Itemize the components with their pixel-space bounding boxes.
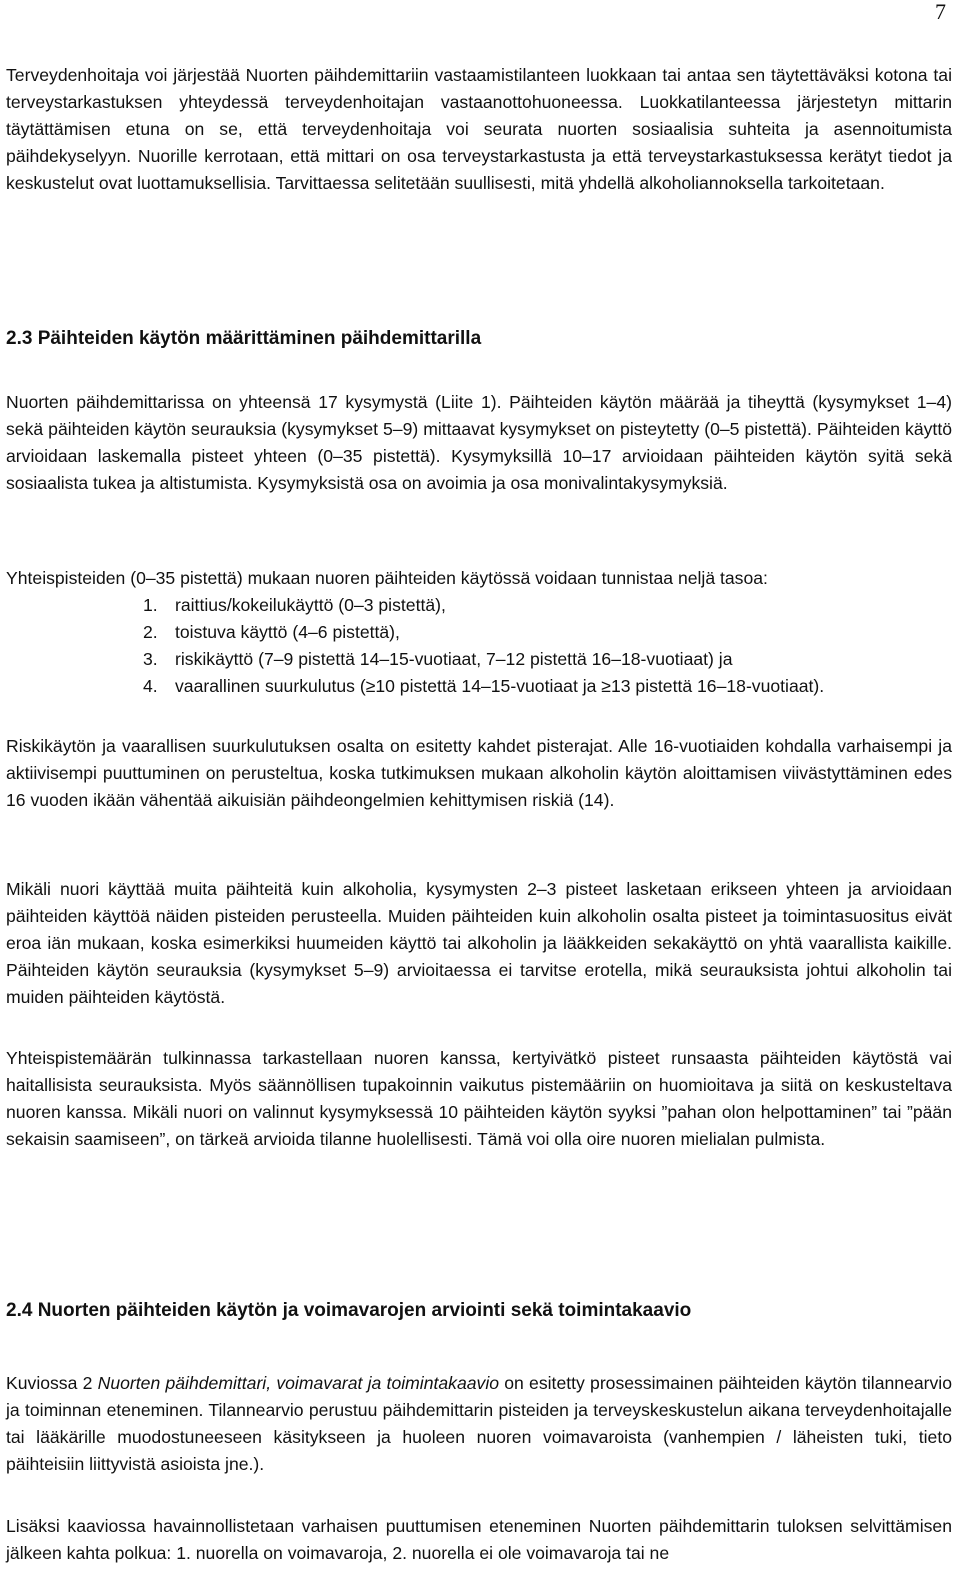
paragraph-interpretation [6, 1045, 952, 1153]
list-text: raittius/kokeilukäyttö (0–3 pistettä), [175, 595, 446, 615]
list-text: vaarallinen suurkulutus (≥10 pistettä 14–15-vuotiaat ja ≥13 pistettä 16–18-vuotiaat). [175, 676, 825, 696]
text-run: on esitetty prosessimainen päihteiden käytön tilannearvio ja toiminnan eteneminen. Tilannearvio perustuu päihdemittarin pisteiden ja terveyskeskustelun aikana terveydenhoitajalle tai lääkärille muodostuneeseen käsitykseen ja huoleen nuoren voimavaroista (vanhempien / läheisten tuki, tieto päihteisiin liittyvistä asioista jne.). [6, 1373, 952, 1474]
figure-title-italic: Nuorten päihdemittari, voimavarat ja toimintakaavio [97, 1373, 500, 1393]
levels-list [6, 592, 952, 700]
list-text: toistuva käyttö (4–6 pistettä), [175, 622, 400, 642]
page-number: 7 [935, 0, 946, 24]
list-number: 3. [143, 649, 158, 669]
paragraph-text: Yhteispistemäärän tulkinnassa tarkastellaan nuoren kanssa, kertyivätkö pisteet runsaasta päihteiden käytöstä vai haitallisista seurauksista. Myös säännöllisen tupakoinnin vaikutus pistemääriin on huomioitava ja siitä on keskusteltava nuoren kanssa. Mikäli nuori on valinnut kysymyksessä 10 päihteiden käytön syyksi ”pahan olon helpottaminen” tai ”pään sekaisin saamiseen”, on tärkeä arvioida tilanne huolellisesti. Tämä voi olla oire nuoren mielialan pulmista. [6, 1048, 952, 1149]
list-item [6, 673, 952, 700]
paragraph-text: Lisäksi kaaviossa havainnollistetaan varhaisen puuttumisen eteneminen Nuorten päihdemittarin tuloksen selvittämisen jälkeen kahta polkua: 1. nuorella on voimavaroja, 2. nuorella ei ole voimavaroja tai ne [6, 1516, 952, 1563]
list-item [6, 592, 952, 619]
paragraph-figure-2 [6, 1370, 952, 1478]
paragraph-other-substances [6, 876, 952, 1011]
paragraph-text [6, 1370, 952, 1478]
paragraph-questions [6, 389, 952, 497]
paragraph-administration [6, 62, 952, 197]
section-heading-2-4: 2.4 Nuorten päihteiden käytön ja voimavarojen arviointi sekä toimintakaavio [6, 1300, 692, 1321]
section-heading-2-3: 2.3 Päihteiden käytön määrittäminen päihdemittarilla [6, 328, 482, 349]
paragraph-text: Nuorten päihdemittarissa on yhteensä 17 kysymystä (Liite 1). Päihteiden käytön määrää ja tiheyttä (kysymykset 1–4) sekä päihteiden käytön seurauksia (kysymykset 5–9) mittaavat kysymykset on pisteytetty (0–5 pistettä). Päihteiden käyttö arvioidaan laskemalla pisteet yhteen (0–35 pistettä). Kysymyksillä 10–17 arvioidaan päihteiden käytön syitä sekä sosiaalista tukea ja altistumista. Kysymyksistä osa on avoimia ja osa monivalintakysymyksiä. [6, 392, 952, 493]
paragraph-text: Yhteispisteiden (0–35 pistettä) mukaan nuoren päihteiden käytössä voidaan tunnistaa neljä tasoa: [6, 568, 768, 588]
paragraph-text: Riskikäytön ja vaarallisen suurkulutuksen osalta on esitetty kahdet pisterajat. Alle 16-vuotiaiden kohdalla varhaisempi ja aktiivisempi puuttuminen on perusteltua, koska tutkimuksen mukaan alkoholin käytön aloittamisen viivästyttäminen edes 16 vuoden ikään vähentää aikuisiän päihdeongelmien kehittymisen riskiä (14). [6, 736, 952, 810]
list-item [6, 619, 952, 646]
list-number: 1. [143, 595, 158, 615]
paragraph-paths [6, 1513, 952, 1567]
levels-section [6, 565, 952, 700]
list-number: 2. [143, 622, 158, 642]
paragraph-text: Terveydenhoitaja voi järjestää Nuorten päihdemittariin vastaamistilanteen luokkaan tai antaa sen täytettäväksi kotona tai terveystarkastuksen yhteydessä terveydenhoitajan vastaanottohuoneessa. Luokkatilanteessa järjestetyn mittarin täytättämisen etuna on se, että terveydenhoitaja voi seurata nuorten sosiaalisia suhteita ja asennoitumista päihdekyselyyn. Nuorille kerrotaan, että mittari on osa terveystarkastusta ja että terveystarkastuksessa kerätyt tiedot ja keskustelut ovat luottamuksellisia. Tarvittaessa selitetään suullisesti, mitä yhdellä alkoholiannoksella tarkoitetaan. [6, 65, 952, 193]
list-item [6, 646, 952, 673]
text-run: Kuviossa 2 [6, 1373, 98, 1393]
list-number: 4. [143, 676, 158, 696]
list-text: riskikäyttö (7–9 pistettä 14–15-vuotiaat, 7–12 pistettä 16–18-vuotiaat) ja [175, 649, 733, 669]
paragraph-risk-limits [6, 733, 952, 814]
paragraph-text: Mikäli nuori käyttää muita päihteitä kuin alkoholia, kysymysten 2–3 pisteet lasketaan erikseen yhteen ja arvioidaan päihteiden käyttöä näiden pisteiden perusteella. Muiden päihteiden kuin alkoholin osalta pisteet ja toimintasuositus eivät eroa iän mukaan, koska esimerkiksi huumeiden käyttö tai alkoholin ja lääkkeiden sekakäyttö on yhtä vaarallista kaikille. Päihteiden käytön seurauksia (kysymykset 5–9) arvioitaessa ei tarvitse erotella, mikä seurauksista johtui alkoholin tai muiden päihteiden käytöstä. [6, 879, 952, 1007]
